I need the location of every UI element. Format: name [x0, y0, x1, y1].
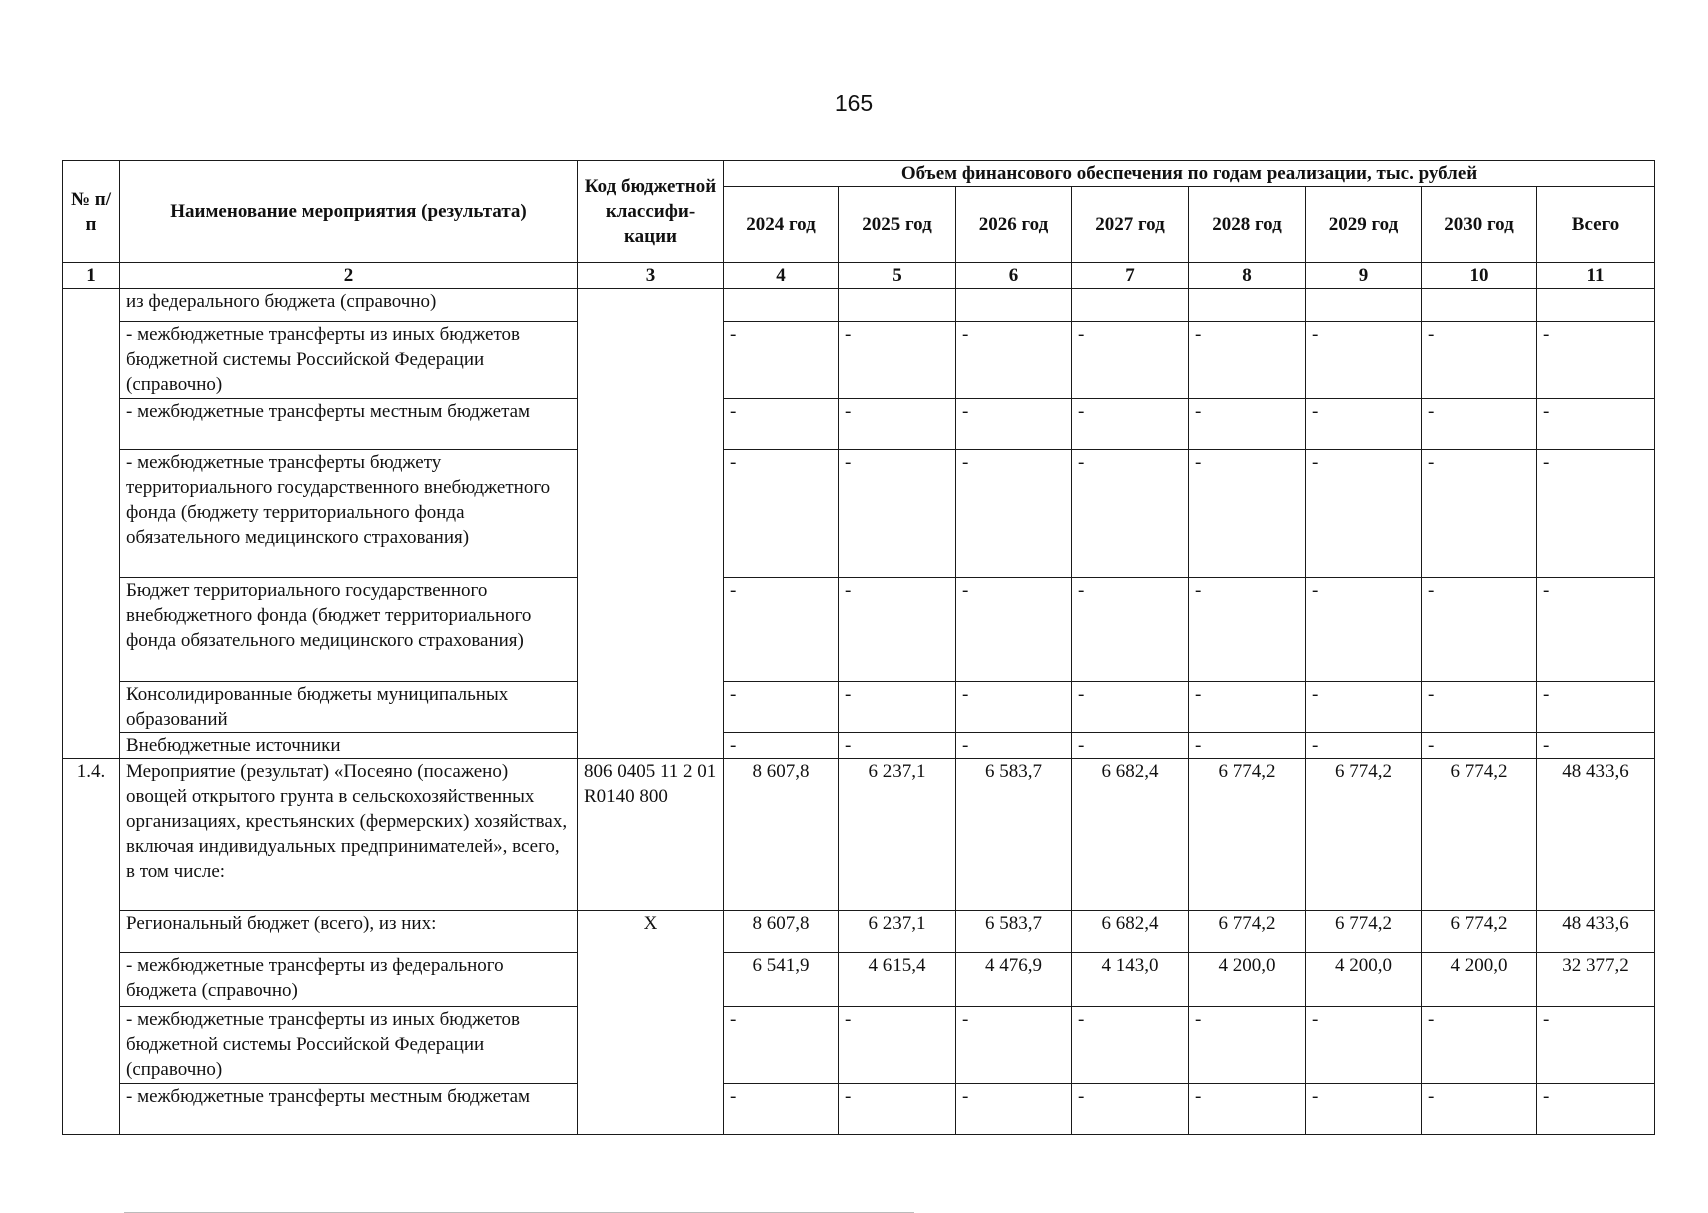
dash-value: -: [839, 450, 956, 578]
row-name: - межбюджетные трансферты из иных бюджетов бюджетной системы Российской Федерации (справочно): [120, 1007, 578, 1084]
header-year-2030: 2030 год: [1422, 187, 1537, 263]
value-2026: 6 583,7: [956, 911, 1072, 953]
header-year-2028: 2028 год: [1189, 187, 1306, 263]
dash-value: -: [1306, 399, 1422, 450]
value-2028: 6 774,2: [1189, 759, 1306, 911]
value-2028: 4 200,0: [1189, 953, 1306, 1007]
dash-value: -: [1422, 322, 1537, 399]
dash-value: -: [1072, 1084, 1189, 1135]
table-row: [63, 578, 1655, 682]
header-total: Всего: [1537, 187, 1655, 263]
dash-value: -: [1422, 733, 1537, 759]
dash-value: -: [1306, 450, 1422, 578]
dash-value: -: [839, 682, 956, 733]
column-number: 7: [1072, 263, 1189, 289]
table-row: [63, 289, 1655, 322]
dash-value: -: [1072, 1007, 1189, 1084]
dash-value: -: [1537, 322, 1655, 399]
dash-value: -: [1422, 682, 1537, 733]
dash-value: -: [1422, 578, 1537, 682]
column-number: 2: [120, 263, 578, 289]
header-funding-group: Объем финансового обеспечения по годам реализации, тыс. рублей: [724, 161, 1655, 187]
dash-value: -: [724, 1007, 839, 1084]
row-name: Мероприятие (результат) «Посеяно (посажено) овощей открытого грунта в сельскохозяйственных организациях, крестьянских (фермерских) хозяйствах, включая индивидуальных предпринимателей», всего, в том числе:: [120, 759, 578, 911]
value-2024: 8 607,8: [724, 759, 839, 911]
value-total: 32 377,2: [1537, 953, 1655, 1007]
dash-value: -: [956, 682, 1072, 733]
dash-value: -: [1072, 322, 1189, 399]
row-number-cell: [63, 289, 120, 759]
value-2025: 4 615,4: [839, 953, 956, 1007]
dash-value: -: [1189, 450, 1306, 578]
dash-value: -: [1072, 450, 1189, 578]
dash-value: -: [1422, 1084, 1537, 1135]
row-number: 1.4.: [63, 759, 120, 1135]
value-2030: 6 774,2: [1422, 911, 1537, 953]
value-2027: 6 682,4: [1072, 911, 1189, 953]
header-year-2025: 2025 год: [839, 187, 956, 263]
dash-value: -: [724, 1084, 839, 1135]
dash-value: -: [839, 322, 956, 399]
row-name: - межбюджетные трансферты местным бюджетам: [120, 1084, 578, 1135]
column-number: 1: [63, 263, 120, 289]
value-total: 48 433,6: [1537, 759, 1655, 911]
page-number: 165: [834, 90, 874, 116]
dash-value: -: [724, 399, 839, 450]
dash-value: -: [1189, 399, 1306, 450]
header-name: Наименование мероприятия (результата): [120, 161, 578, 263]
value-2029: 4 200,0: [1306, 953, 1422, 1007]
row-code: 806 0405 11 2 01 R0140 800: [578, 759, 724, 911]
table-row: [63, 322, 1655, 399]
dash-value: -: [956, 1084, 1072, 1135]
value-2024: 6 541,9: [724, 953, 839, 1007]
dash-value: -: [1189, 1084, 1306, 1135]
dash-value: -: [839, 399, 956, 450]
dash-value: -: [1537, 450, 1655, 578]
table-row: [63, 682, 1655, 733]
column-number: 8: [1189, 263, 1306, 289]
budget-table: [62, 160, 1655, 1135]
dash-value: -: [1537, 682, 1655, 733]
dash-value: -: [1072, 399, 1189, 450]
dash-value: -: [1072, 733, 1189, 759]
row-name: - межбюджетные трансферты из иных бюджетов бюджетной системы Российской Федерации (справочно): [120, 322, 578, 399]
row-name: из федерального бюджета (справочно): [120, 289, 578, 322]
table-row: [63, 911, 1655, 953]
dash-value: -: [724, 450, 839, 578]
dash-value: -: [1537, 1007, 1655, 1084]
table-row: [63, 1084, 1655, 1135]
dash-value: -: [1189, 682, 1306, 733]
column-number: 10: [1422, 263, 1537, 289]
value-2025: 6 237,1: [839, 759, 956, 911]
dash-value: -: [1306, 322, 1422, 399]
dash-value: -: [1306, 733, 1422, 759]
table-row: [63, 399, 1655, 450]
value-2029: 6 774,2: [1306, 759, 1422, 911]
column-numbers-row: [63, 263, 1655, 289]
value-2024: 8 607,8: [724, 911, 839, 953]
dash-value: -: [1537, 733, 1655, 759]
dash-value: -: [1537, 1084, 1655, 1135]
header-num: № п/п: [63, 161, 120, 263]
row-name: Бюджет территориального государственного внебюджетного фонда (бюджет территориального фонда обязательного медицинского страхования): [120, 578, 578, 682]
dash-value: -: [956, 399, 1072, 450]
row-name: Внебюджетные источники: [120, 733, 578, 759]
row-name: - межбюджетные трансферты из федерального бюджета (справочно): [120, 953, 578, 1007]
dash-value: -: [1072, 578, 1189, 682]
header-year-2027: 2027 год: [1072, 187, 1189, 263]
column-number: 11: [1537, 263, 1655, 289]
value-2030: 6 774,2: [1422, 759, 1537, 911]
dash-value: -: [839, 578, 956, 682]
dash-value: -: [1537, 578, 1655, 682]
dash-value: -: [724, 578, 839, 682]
dash-value: -: [956, 450, 1072, 578]
dash-value: -: [1072, 682, 1189, 733]
dash-value: -: [1537, 399, 1655, 450]
dash-value: -: [724, 682, 839, 733]
column-number: 3: [578, 263, 724, 289]
dash-value: -: [1422, 1007, 1537, 1084]
header-year-2029: 2029 год: [1306, 187, 1422, 263]
row-code-cell: [578, 289, 724, 759]
dash-value: -: [1189, 1007, 1306, 1084]
row-name: Региональный бюджет (всего), из них:: [120, 911, 578, 953]
table-row: [63, 1007, 1655, 1084]
dash-value: -: [1306, 682, 1422, 733]
row-name: Консолидированные бюджеты муниципальных образований: [120, 682, 578, 733]
column-number: 9: [1306, 263, 1422, 289]
dash-value: -: [1422, 399, 1537, 450]
dash-value: -: [839, 733, 956, 759]
value-2025: 6 237,1: [839, 911, 956, 953]
dash-value: -: [956, 733, 1072, 759]
value-2026: 4 476,9: [956, 953, 1072, 1007]
dash-value: -: [1422, 450, 1537, 578]
column-number: 5: [839, 263, 956, 289]
dash-value: -: [1306, 1007, 1422, 1084]
row-name: - межбюджетные трансферты бюджету территориального государственного внебюджетного фонда (бюджету территориального фонда обязательного медицинского страхования): [120, 450, 578, 578]
header-year-2026: 2026 год: [956, 187, 1072, 263]
column-number: 4: [724, 263, 839, 289]
dash-value: -: [1306, 1084, 1422, 1135]
table-row: [63, 953, 1655, 1007]
value-2026: 6 583,7: [956, 759, 1072, 911]
dash-value: -: [956, 322, 1072, 399]
value-total: 48 433,6: [1537, 911, 1655, 953]
value-2027: 6 682,4: [1072, 759, 1189, 911]
table-row: [63, 759, 1655, 911]
value-2030: 4 200,0: [1422, 953, 1537, 1007]
table-row: [63, 450, 1655, 578]
dash-value: -: [1189, 733, 1306, 759]
dash-value: -: [956, 1007, 1072, 1084]
dash-value: -: [1189, 322, 1306, 399]
row-name: - межбюджетные трансферты местным бюджетам: [120, 399, 578, 450]
value-2027: 4 143,0: [1072, 953, 1189, 1007]
dash-value: -: [1189, 578, 1306, 682]
dash-value: -: [724, 733, 839, 759]
dash-value: -: [839, 1084, 956, 1135]
dash-value: -: [956, 578, 1072, 682]
header-code: Код бюджетной классифи-кации: [578, 161, 724, 263]
dash-value: -: [1306, 578, 1422, 682]
table-row: [63, 733, 1655, 759]
header-year-2024: 2024 год: [724, 187, 839, 263]
row-code: X: [578, 911, 724, 1135]
value-2028: 6 774,2: [1189, 911, 1306, 953]
dash-value: -: [839, 1007, 956, 1084]
dash-value: -: [724, 322, 839, 399]
column-number: 6: [956, 263, 1072, 289]
value-2029: 6 774,2: [1306, 911, 1422, 953]
